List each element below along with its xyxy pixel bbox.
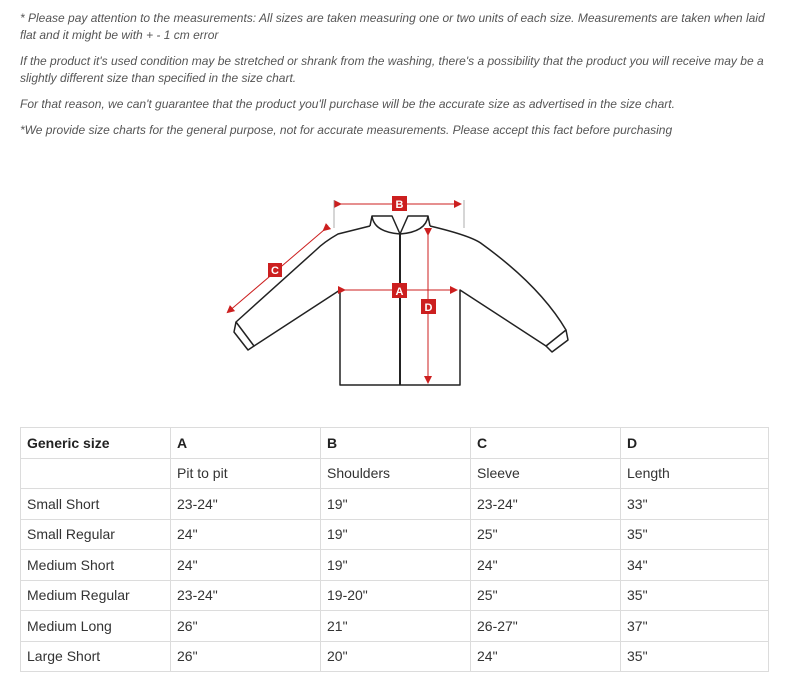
- length-cell: 37": [621, 611, 769, 642]
- shoulders-cell: 19": [321, 550, 471, 581]
- size-name-cell: Small Regular: [21, 519, 171, 550]
- marker-b-label: B: [395, 199, 404, 211]
- pit-to-pit-cell: 23-24": [171, 489, 321, 520]
- table-row: [21, 580, 769, 611]
- table-row: [21, 489, 769, 520]
- pit-to-pit-cell: 24": [171, 550, 321, 581]
- length-cell: 35": [621, 641, 769, 672]
- sleeve-cell: 25": [471, 519, 621, 550]
- size-name-cell: Medium Regular: [21, 580, 171, 611]
- length-cell: 35": [621, 519, 769, 550]
- table-header-row: [21, 428, 769, 459]
- header-a: A: [171, 428, 321, 459]
- shoulders-cell: 19-20": [321, 580, 471, 611]
- size-name-cell: Medium Long: [21, 611, 171, 642]
- jacket-diagram-svg: [220, 190, 580, 390]
- size-name-cell: Medium Short: [21, 550, 171, 581]
- marker-c-label: C: [271, 265, 279, 277]
- marker-d: [421, 299, 436, 314]
- pit-to-pit-cell: 26": [171, 641, 321, 672]
- shoulders-cell: 19": [321, 489, 471, 520]
- note-used-condition: If the product it's used condition may be stretched or shrank from the washing, there's a possibility that the product you will receive may be a slightly different size than specified in the size chart.: [20, 54, 764, 85]
- shoulders-cell: 20": [321, 641, 471, 672]
- table-row: [21, 641, 769, 672]
- marker-c: [268, 263, 282, 277]
- sleeve-cell: 23-24": [471, 489, 621, 520]
- header-generic-size: Generic size: [21, 428, 171, 459]
- header-d: D: [621, 428, 769, 459]
- table-row: [21, 550, 769, 581]
- shoulders-cell: 21": [321, 611, 471, 642]
- table-subheader-row: [21, 458, 769, 489]
- marker-b: [392, 196, 407, 211]
- sleeve-cell: 25": [471, 580, 621, 611]
- marker-a: [392, 283, 407, 298]
- sleeve-cell: 24": [471, 550, 621, 581]
- size-name-cell: Large Short: [21, 641, 171, 672]
- size-chart-table: [20, 427, 769, 672]
- size-name-cell: Small Short: [21, 489, 171, 520]
- shoulders-cell: 19": [321, 519, 471, 550]
- marker-a-label: A: [395, 286, 404, 298]
- header-c: C: [471, 428, 621, 459]
- note-measurement-method: * Please pay attention to the measurements: All sizes are taken measuring one or two units of each size. Measurements are taken when laid flat and it might be with + - 1 cm error: [20, 11, 765, 42]
- subheader-sleeve: Sleeve: [471, 458, 621, 489]
- subheader-length: Length: [621, 458, 769, 489]
- table-row: [21, 519, 769, 550]
- measurement-notes: [20, 10, 780, 148]
- header-b: B: [321, 428, 471, 459]
- jacket-measurement-diagram: [220, 190, 580, 390]
- sleeve-cell: 26-27": [471, 611, 621, 642]
- length-cell: 34": [621, 550, 769, 581]
- subheader-cell: [21, 458, 171, 489]
- note-no-guarantee: For that reason, we can't guarantee that the product you'll purchase will be the accurate size as advertised in the size chart.: [20, 97, 675, 111]
- pit-to-pit-cell: 23-24": [171, 580, 321, 611]
- length-cell: 33": [621, 489, 769, 520]
- sleeve-cell: 24": [471, 641, 621, 672]
- subheader-pit-to-pit: Pit to pit: [171, 458, 321, 489]
- marker-d-label: D: [424, 302, 433, 314]
- subheader-shoulders: Shoulders: [321, 458, 471, 489]
- note-general-purpose: *We provide size charts for the general purpose, not for accurate measurements. Please accept this fact before purchasing: [20, 123, 673, 137]
- pit-to-pit-cell: 26": [171, 611, 321, 642]
- pit-to-pit-cell: 24": [171, 519, 321, 550]
- table-row: [21, 611, 769, 642]
- length-cell: 35": [621, 580, 769, 611]
